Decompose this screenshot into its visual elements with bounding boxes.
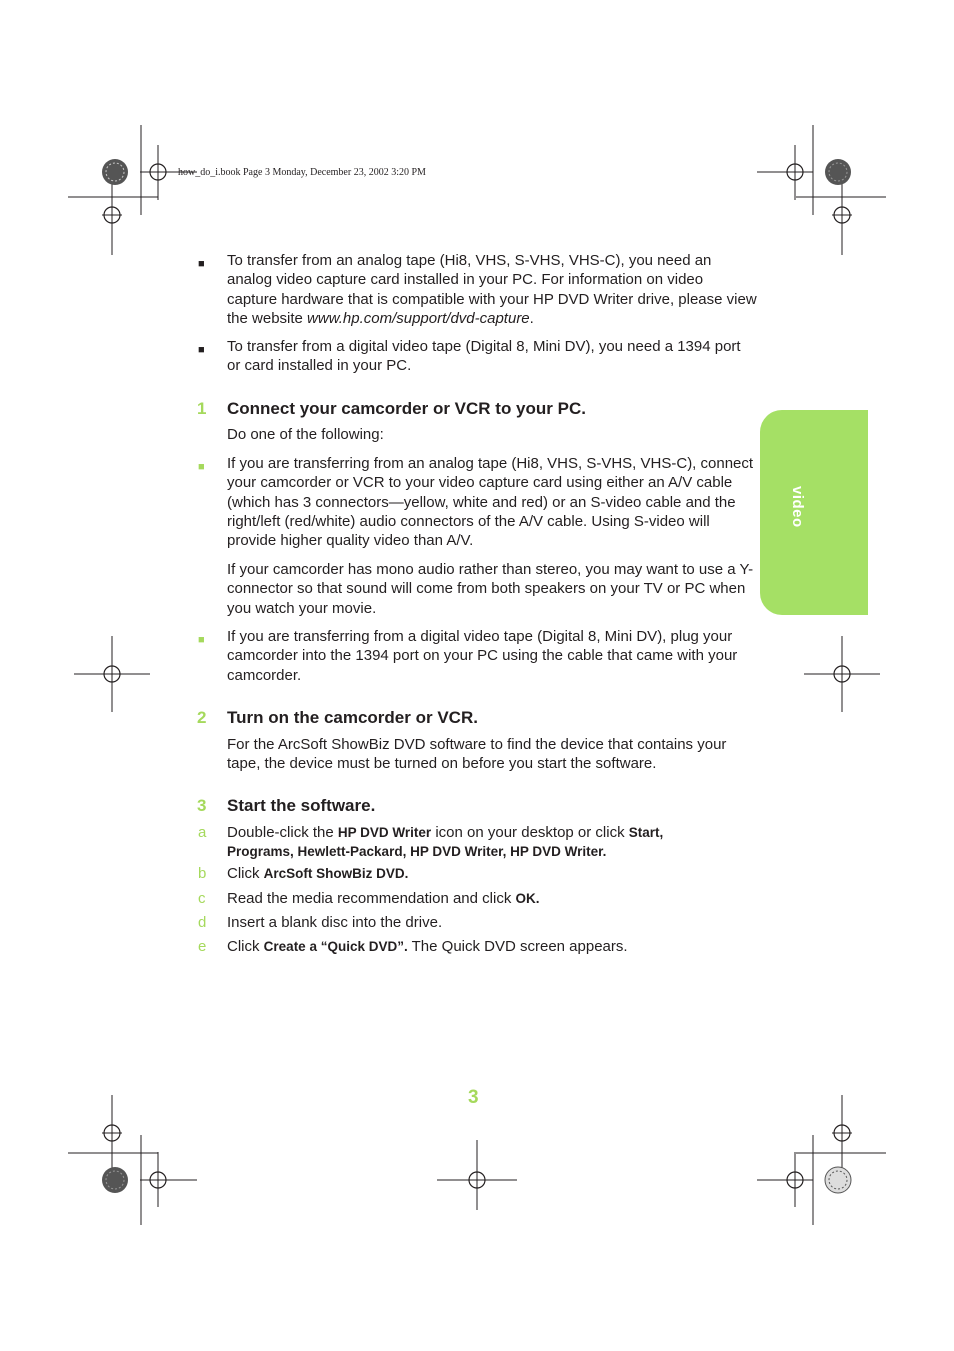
step-3-title: Start the software. [227, 796, 376, 815]
step-1-title: Connect your camcorder or VCR to your PC. [227, 399, 586, 418]
step-3-b [227, 864, 757, 883]
website-link: www.hp.com/support/dvd-capture [307, 309, 530, 327]
step-3-d: Insert a blank disc into the drive. [227, 914, 443, 931]
step-3-e [227, 937, 757, 956]
step-1-number: 1 [197, 399, 207, 418]
step-3-c-letter: c [198, 890, 206, 907]
step-3-e-letter: e [198, 938, 207, 955]
section-tab-label: video [789, 486, 806, 528]
intro-bullet-1-text: To transfer from an analog tape (Hi8, VHS, S-VHS, VHS-C), you need an analog video capture card installed in your PC. For information on video capture hardware that is compatible with your HP DVD Writer drive, please view the website [227, 252, 757, 327]
step-3-b-text: Click [227, 865, 264, 882]
step-3-a-text: Double-click the [227, 824, 338, 841]
bullet-marker: ■ [198, 344, 205, 356]
bullet-marker: ■ [198, 258, 205, 270]
step-3-b-letter: b [198, 865, 207, 882]
step-1-bullet-1-note: If your camcorder has mono audio rather than stereo, you may want to use a Y-connector so that sound will come from both speakers on your TV or PC when you watch your movie. [227, 561, 754, 617]
intro-bullet-2: To transfer from a digital video tape (Digital 8, Mini DV), you need a 1394 port or card installed in your PC. [227, 338, 741, 375]
step-3-c-text: Read the media recommendation and click [227, 890, 516, 907]
page-number: 3 [468, 1087, 479, 1108]
print-header: how_do_i.book Page 3 Monday, December 23, 2002 3:20 PM [178, 167, 426, 178]
step-3-e-text: Click [227, 938, 264, 955]
arcsoft-showbiz-label: ArcSoft ShowBiz DVD. [263, 866, 409, 881]
start-menu-label: Start, [628, 825, 664, 840]
step-3-a-letter: a [198, 824, 207, 841]
ok-label: OK. [515, 891, 540, 906]
bullet-marker: ■ [198, 461, 205, 473]
step-2-number: 2 [197, 708, 207, 727]
step-3-a [227, 823, 757, 862]
step-3-number: 3 [197, 796, 207, 815]
step-2-title: Turn on the camcorder or VCR. [227, 708, 478, 727]
step-3-a-text-2: icon on your desktop or click [431, 824, 629, 841]
bullet-marker: ■ [198, 634, 205, 646]
step-1-bullet-2: If you are transferring from a digital video tape (Digital 8, Mini DV), plug your camcorder into the 1394 port on your PC using the cable that came with your camcorder. [227, 628, 738, 684]
programs-path-label: Programs, Hewlett-Packard, HP DVD Writer, HP DVD Writer. [227, 844, 607, 860]
step-3-d-letter: d [198, 914, 207, 931]
step-2-body: For the ArcSoft ShowBiz DVD software to find the device that contains your tape, the device must be turned on before you start the software. [227, 736, 727, 773]
intro-bullet-1 [227, 251, 757, 328]
step-1-bullet-1: If you are transferring from an analog tape (Hi8, VHS, S-VHS, VHS-C), connect your camcorder or VCR to your video capture card using either an A/V cable (which has 3 connectors—yellow, white and red) or an S-video cable and the right/left (red/white) audio connectors of the A/V cable. Using S-video will provide higher quality video than A/V. [227, 455, 754, 550]
intro-bullet-1-end: . [529, 309, 534, 327]
step-3-c [227, 889, 757, 908]
quick-dvd-label: Create a “Quick DVD”. [263, 939, 408, 954]
step-3-e-text-2: The Quick DVD screen appears. [407, 938, 628, 955]
hp-dvd-writer-label: HP DVD Writer [337, 825, 432, 840]
step-1-intro: Do one of the following: [227, 426, 384, 443]
